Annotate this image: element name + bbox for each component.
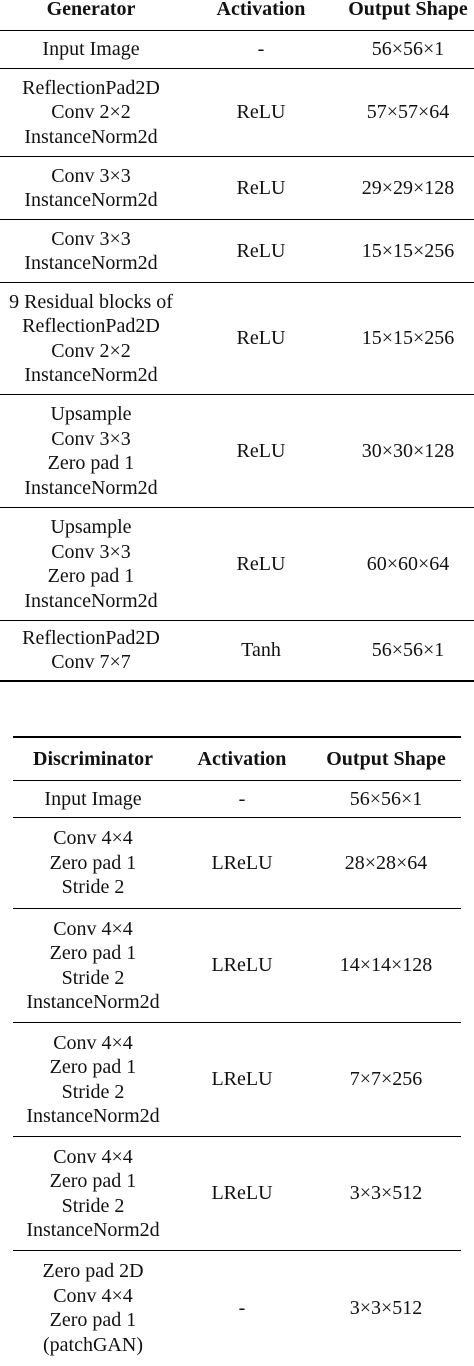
layer-line: Conv 3×3 [51, 540, 131, 563]
layer-cell [13, 1023, 173, 1137]
layer-line: InstanceNorm2d [24, 364, 158, 386]
layer-line: Input Image [44, 787, 142, 810]
layer-line: Conv 4×4 [53, 1031, 133, 1054]
layer-line: Stride 2 [61, 1194, 125, 1217]
generator-row [0, 283, 474, 395]
layer-line: Zero pad 1 [49, 851, 137, 874]
discriminator-header-output: Output Shape [326, 747, 446, 770]
generator-row [0, 69, 474, 157]
layer-line: Conv 4×4 [53, 827, 133, 850]
layer-cell [0, 621, 186, 681]
output-shape-cell: 29×29×128 [361, 176, 455, 199]
output-shape-cell: 56×56×1 [371, 639, 445, 661]
output-shape-cell: 3×3×512 [349, 1182, 423, 1205]
layer-line: InstanceNorm2d [24, 476, 158, 499]
activation-cell: ReLU [236, 101, 286, 124]
discriminator-row [13, 1137, 461, 1251]
discriminator-header-layer: Discriminator [33, 747, 153, 770]
layer-cell [13, 1137, 173, 1251]
activation-cell: ReLU [236, 439, 286, 462]
layer-cell [0, 69, 186, 157]
activation-cell: LReLU [211, 1182, 273, 1205]
discriminator-header-activation: Activation [197, 747, 287, 770]
layer-line: Conv 4×4 [53, 1284, 133, 1307]
output-shape-cell: 15×15×256 [361, 327, 455, 350]
layer-line: InstanceNorm2d [26, 1219, 160, 1241]
discriminator-row [13, 1251, 461, 1366]
activation-cell: ReLU [236, 327, 286, 350]
activation-cell: LReLU [211, 1068, 273, 1091]
layer-cell [13, 781, 173, 818]
output-shape-cell: 56×56×1 [349, 787, 423, 810]
generator-table [0, 0, 474, 682]
layer-line: ReflectionPad2D [22, 626, 160, 649]
layer-line: Stride 2 [61, 966, 125, 989]
generator-row [0, 220, 474, 283]
output-shape-cell: 56×56×1 [371, 38, 445, 61]
layer-line: Conv 3×3 [51, 164, 131, 187]
layer-line: Conv 4×4 [53, 1145, 133, 1168]
layer-line: Conv 3×3 [51, 427, 131, 450]
layer-cell [0, 220, 186, 283]
layer-line: Zero pad 1 [47, 565, 135, 587]
activation-cell: ReLU [236, 239, 286, 262]
generator-row [0, 31, 474, 69]
layer-line: InstanceNorm2d [24, 125, 158, 148]
layer-line: Zero pad 1 [49, 1309, 137, 1332]
activation-cell: - [257, 38, 265, 61]
activation-cell: ReLU [236, 552, 286, 575]
output-shape-cell: 7×7×256 [349, 1068, 423, 1091]
generator-row [0, 508, 474, 621]
layer-line: Conv 7×7 [51, 651, 131, 674]
layer-line: Conv 2×2 [51, 101, 131, 124]
discriminator-row [13, 1023, 461, 1137]
activation-cell: LReLU [211, 851, 273, 874]
layer-line: InstanceNorm2d [24, 589, 158, 612]
layer-line: ReflectionPad2D [22, 76, 160, 99]
activation-cell: LReLU [211, 954, 273, 977]
layer-line: Zero pad 1 [49, 942, 137, 964]
generator-header-row [0, 0, 474, 31]
layer-cell [0, 31, 186, 69]
layer-line: ReflectionPad2D [22, 315, 160, 337]
output-shape-cell: 15×15×256 [361, 239, 455, 262]
activation-cell: - [238, 787, 246, 810]
layer-cell [0, 508, 186, 621]
generator-row [0, 621, 474, 681]
layer-cell [0, 157, 186, 220]
layer-line: 9 Residual blocks of [9, 290, 173, 313]
output-shape-cell: 14×14×128 [339, 954, 433, 977]
layer-cell [0, 283, 186, 395]
layer-line: Stride 2 [61, 1080, 125, 1103]
activation-cell: - [238, 1297, 246, 1319]
output-shape-cell: 60×60×64 [366, 552, 450, 575]
layer-line: Conv 2×2 [51, 339, 131, 362]
layer-cell [13, 909, 173, 1023]
generator-row [0, 395, 474, 508]
layer-line: Zero pad 1 [47, 452, 135, 474]
layer-line: Upsample [50, 516, 132, 538]
layer-line: Input Image [42, 38, 140, 61]
layer-cell [13, 1251, 173, 1366]
layer-line: Zero pad 1 [49, 1170, 137, 1192]
layer-line: InstanceNorm2d [26, 991, 160, 1013]
layer-line: Zero pad 2D [42, 1260, 144, 1283]
output-shape-cell: 30×30×128 [361, 439, 455, 462]
layer-line: Stride 2 [61, 876, 125, 899]
layer-line: InstanceNorm2d [26, 1105, 160, 1127]
layer-line: InstanceNorm2d [24, 252, 158, 274]
discriminator-table [13, 736, 461, 1366]
generator-header-output: Output Shape [348, 0, 468, 20]
layer-line: Conv 4×4 [53, 917, 133, 940]
generator-header-layer: Generator [46, 0, 136, 20]
output-shape-cell: 57×57×64 [366, 101, 450, 124]
discriminator-row [13, 818, 461, 909]
activation-cell: Tanh [241, 639, 281, 661]
layer-line: Zero pad 1 [49, 1056, 137, 1078]
layer-line: InstanceNorm2d [24, 189, 158, 211]
layer-line: Upsample [50, 403, 132, 425]
output-shape-cell: 3×3×512 [349, 1297, 423, 1319]
output-shape-cell: 28×28×64 [344, 851, 428, 874]
discriminator-header-row [13, 737, 461, 781]
layer-cell [0, 395, 186, 508]
layer-line: Conv 3×3 [51, 227, 131, 250]
discriminator-row [13, 909, 461, 1023]
generator-row [0, 157, 474, 220]
layer-cell [13, 818, 173, 909]
layer-line: (patchGAN) [43, 1333, 143, 1356]
activation-cell: ReLU [236, 176, 286, 199]
discriminator-row [13, 781, 461, 818]
generator-header-activation: Activation [216, 0, 306, 20]
